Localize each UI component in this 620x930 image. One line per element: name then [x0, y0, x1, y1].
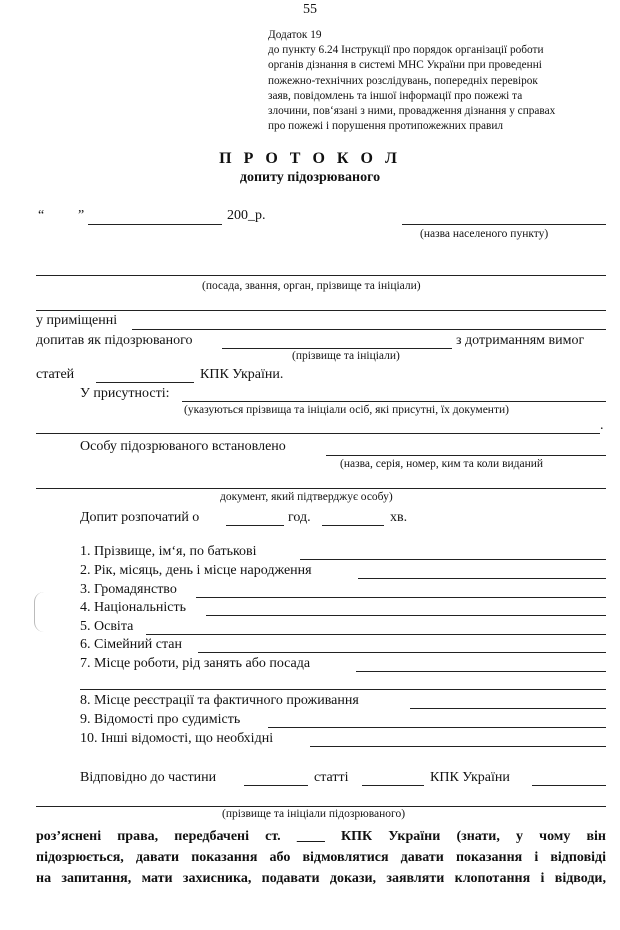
official-field-2[interactable]	[36, 310, 606, 311]
document-subtitle: допиту підозрюваного	[239, 170, 381, 185]
suspect-caption: (прізвище та ініціали підозрюваного)	[222, 808, 406, 820]
question-2: 2. Рік, місяць, день і місце народження	[80, 563, 312, 578]
start-label: Допит розпочатий о	[80, 510, 200, 525]
identity-field[interactable]	[326, 455, 606, 456]
identity-caption: (назва, серія, номер, ким та коли виданий	[340, 458, 544, 470]
presence-field[interactable]	[182, 401, 606, 402]
article-label: статті	[314, 770, 349, 785]
answer-7-field-2[interactable]	[80, 689, 606, 690]
answer-1-field[interactable]	[300, 559, 606, 560]
appendix-line: Додаток 19	[268, 29, 322, 41]
according-label: Відповідно до частини	[80, 770, 217, 785]
question-6: 6. Сімейний стан	[80, 637, 182, 652]
question-3: 3. Громадянство	[80, 582, 177, 597]
suspect-name-field[interactable]	[222, 348, 452, 349]
appendix-line: пожежно-технічних розслідувань, попередніх перевірок	[268, 74, 538, 87]
question-10: 10. Інші відомості, що необхідні	[80, 731, 274, 746]
official-caption: (посада, звання, орган, прізвище та ініціали)	[202, 280, 421, 292]
appendix-line: органів дізнання в системі МНС України при проведенні	[268, 59, 542, 72]
premises-field[interactable]	[132, 329, 606, 330]
question-5: 5. Освіта	[80, 619, 134, 634]
premises-label: у приміщенні	[36, 313, 118, 328]
place-field[interactable]	[402, 224, 606, 225]
compliance-label: з дотриманням вимог	[456, 333, 585, 348]
answer-5-field[interactable]	[146, 634, 606, 635]
place-caption: (назва населеного пункту)	[420, 228, 549, 240]
hours-label: год.	[288, 510, 311, 525]
presence-field-2[interactable]	[36, 433, 600, 434]
presence-end: .	[600, 418, 604, 433]
rights-line: роз’яснені права, передбачені ст. ____ КПК України (знати, у чому він	[36, 829, 606, 844]
identity-field-2[interactable]	[36, 488, 606, 489]
part-number-field[interactable]	[244, 785, 308, 786]
rights-line: на запитання, мати захисника, подавати докази, заявляти клопотання і відводи,	[36, 871, 606, 886]
rights-paragraph	[36, 826, 606, 889]
start-minute-field[interactable]	[322, 525, 384, 526]
identity-label: Особу підозрюваного встановлено	[80, 439, 286, 454]
identity-caption-2: документ, який підтверджує особу)	[220, 491, 393, 503]
date-year: 200_р.	[227, 208, 266, 223]
appendix-line: заяв, повідомлень та іншої інформації про пожежі та	[268, 89, 523, 102]
answer-6-field[interactable]	[198, 652, 606, 653]
code-label-2: КПК України	[430, 770, 510, 785]
date-quote-open: “	[38, 208, 45, 223]
minutes-label: хв.	[390, 510, 408, 525]
code-label: КПК України.	[200, 367, 284, 382]
answer-7-field[interactable]	[356, 671, 606, 672]
date-quote-close: ”	[78, 208, 85, 223]
answer-3-field[interactable]	[196, 597, 606, 598]
articles-label: статей	[36, 367, 75, 382]
answer-8-field[interactable]	[410, 708, 606, 709]
presence-caption: (указуються прізвища та ініціали осіб, які присутні, їх документи)	[184, 404, 509, 416]
question-8: 8. Місце реєстрації та фактичного проживання	[80, 693, 359, 708]
rights-line: підозрюється, давати показання або відмовлятися давати показання і відповіді	[36, 850, 606, 865]
interrogated-label: допитав як підозрюваного	[36, 333, 193, 348]
question-7: 7. Місце роботи, рід занять або посада	[80, 656, 311, 671]
appendix-line: до пункту 6.24 Інструкції про порядок організації роботи	[268, 44, 544, 57]
answer-2-field[interactable]	[358, 578, 606, 579]
page-number: 55	[303, 2, 317, 17]
according-field-end[interactable]	[532, 785, 606, 786]
answer-10-field[interactable]	[310, 746, 606, 747]
appendix-note	[268, 28, 608, 134]
appendix-line: злочини, пов‘язані з ними, провадження дізнання у справах	[268, 105, 556, 118]
answer-4-field[interactable]	[206, 615, 606, 616]
presence-label: У присутності:	[80, 386, 170, 401]
appendix-line: про пожежі і порушення протипожежних правил	[268, 120, 504, 133]
margin-bracket-mark	[34, 592, 49, 632]
article-number-field[interactable]	[362, 785, 424, 786]
document-title: П Р О Т О К О Л	[219, 150, 401, 167]
official-field[interactable]	[36, 275, 606, 276]
start-hour-field[interactable]	[226, 525, 284, 526]
question-1: 1. Прізвище, ім‘я, по батькові	[80, 544, 257, 559]
answer-9-field[interactable]	[268, 727, 606, 728]
date-month-field[interactable]	[88, 224, 222, 225]
suspect-name-caption: (прізвище та ініціали)	[292, 350, 400, 362]
articles-field[interactable]	[96, 382, 194, 383]
suspect-full-name-field[interactable]	[36, 806, 606, 807]
question-4: 4. Національність	[80, 600, 187, 615]
question-9: 9. Відомості про судимість	[80, 712, 241, 727]
